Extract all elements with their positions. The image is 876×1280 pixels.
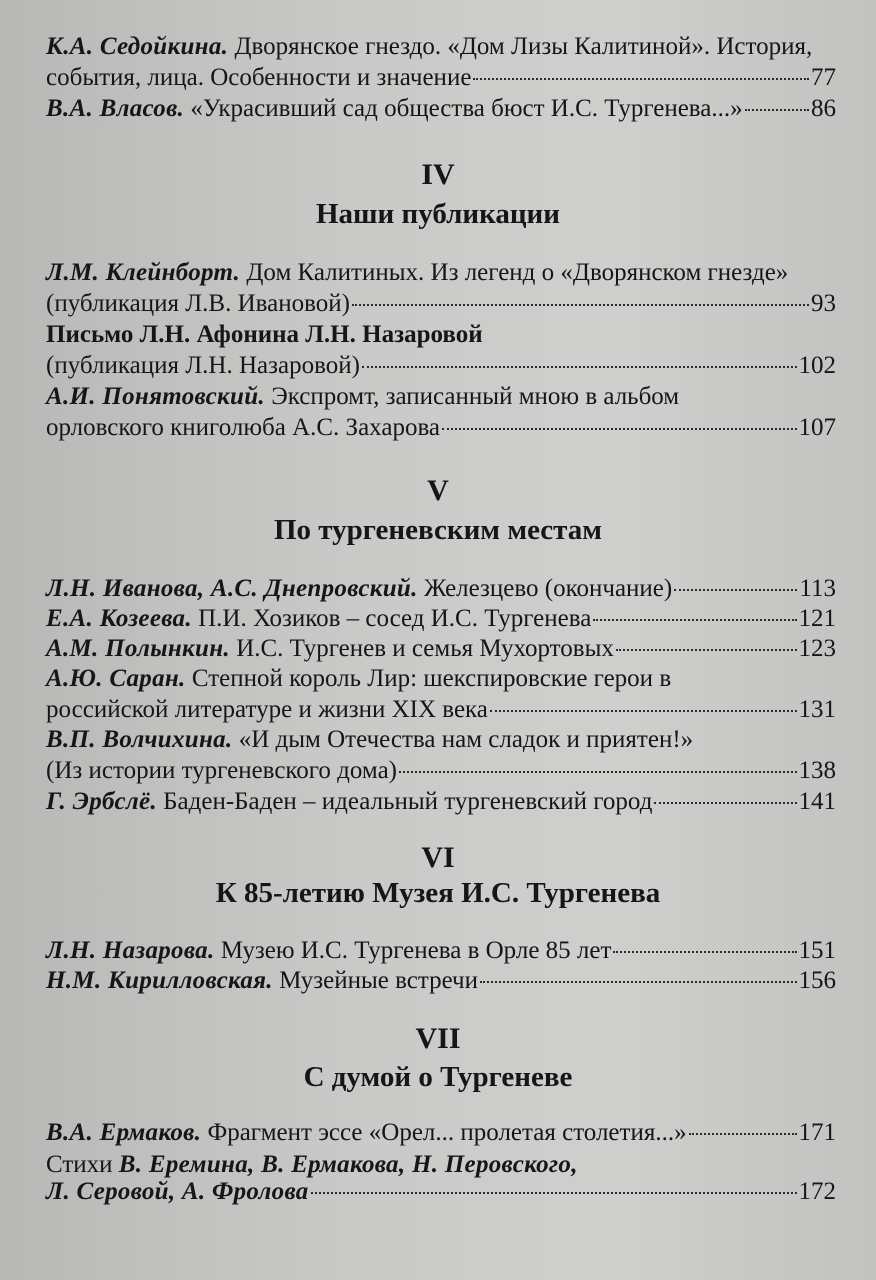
toc-entry-line	[46, 413, 836, 443]
dot-leader	[654, 801, 796, 804]
entry-title: Экспромт, записанный мною в альбом	[264, 383, 680, 410]
dot-leader	[490, 709, 797, 712]
entry-title: «И дым Отечества нам сладок и приятен!»	[232, 726, 694, 753]
toc-entry	[46, 258, 836, 288]
section-numeral: IV	[421, 158, 455, 191]
page-number: 156	[798, 967, 836, 994]
section-numeral: VII	[415, 1022, 461, 1055]
page-number: 141	[798, 788, 836, 815]
entry-author: В.А. Власов.	[46, 95, 185, 122]
entry-title: российской литературе и жизни XIX века	[46, 696, 488, 723]
entry-title: орловского книголюба А.С. Захарова	[46, 414, 441, 441]
toc-entry-line	[46, 351, 836, 381]
toc-entry	[46, 94, 836, 124]
entry-author: В. Еремина, В. Ермакова, Н. Перовского,	[118, 1151, 578, 1178]
page-number: 77	[811, 64, 836, 91]
toc-entry	[46, 1118, 836, 1148]
toc-entry	[46, 634, 836, 664]
entry-title: «Украсивший сад общества бюст И.С. Тургенева...»	[184, 95, 743, 122]
entry-title: Письмо Л.Н. Афонина Л.Н. Назаровой	[46, 321, 483, 348]
page-number: 93	[811, 290, 836, 317]
toc-entry	[46, 664, 836, 694]
dot-leader	[613, 950, 796, 953]
page-number: 172	[798, 1178, 836, 1205]
toc-entry	[46, 574, 836, 604]
entry-title: Музею И.С. Тургенева в Орле 85 лет	[214, 937, 612, 964]
entry-author: Л.Н. Иванова, А.С. Днепровский.	[46, 575, 418, 602]
dot-leader	[442, 427, 796, 430]
entry-title: Стихи	[46, 1151, 119, 1178]
entry-author: К.А. Седойкина.	[46, 33, 229, 60]
entry-title: Баден-Баден – идеальный тургеневский город	[156, 788, 653, 815]
section-numeral: V	[427, 474, 449, 507]
dot-leader	[616, 648, 797, 651]
page-number: 102	[798, 352, 836, 379]
page-number: 86	[811, 95, 836, 122]
entry-title: Дом Калитиных. Из легенд о «Дворянском гнезде»	[240, 259, 789, 286]
section-title: К 85-летию Музея И.С. Тургенева	[215, 877, 661, 909]
dot-leader	[362, 365, 797, 368]
entry-title: события, лица. Особенности и значение	[46, 64, 472, 91]
dot-leader	[674, 588, 797, 591]
entry-title: Железцево (окончание)	[417, 575, 673, 602]
dot-leader	[689, 1132, 797, 1135]
entry-author: Е.А. Козеева.	[46, 605, 192, 632]
entry-author: А.М. Полынкин.	[46, 635, 230, 662]
dot-leader	[311, 1191, 797, 1194]
entry-title: Музейные встречи	[272, 967, 479, 994]
entry-author: Л.Н. Назарова.	[46, 937, 215, 964]
toc-entry	[46, 966, 836, 996]
entry-author: Л.М. Клейнборт.	[46, 259, 241, 286]
page-number: 131	[798, 696, 836, 723]
dot-leader	[480, 980, 796, 983]
entry-title: (Из истории тургеневского дома)	[46, 757, 398, 784]
toc-entry-line	[46, 289, 836, 319]
section-title: Наши публикации	[316, 198, 560, 230]
section-title: С думой о Тургеневе	[303, 1061, 573, 1093]
toc-entry-line	[46, 695, 836, 725]
entry-title: Фрагмент эссе «Орел... пролетая столетия...»	[201, 1119, 687, 1146]
page-number: 113	[799, 575, 836, 602]
page-number: 171	[798, 1119, 836, 1146]
entry-title: И.С. Тургенев и семья Мухортовых	[229, 635, 614, 662]
page-number: 138	[798, 757, 836, 784]
dot-leader	[352, 303, 809, 306]
toc-entry	[46, 1150, 836, 1180]
section-title: По тургеневским местам	[273, 514, 603, 546]
toc-entry-line	[46, 63, 836, 93]
toc-entry	[46, 320, 836, 350]
page-number: 123	[798, 635, 836, 662]
entry-author: В.А. Ермаков.	[46, 1119, 202, 1146]
toc-entry	[46, 32, 836, 62]
section-numeral: VI	[421, 841, 455, 874]
entry-author: Г. Эрбслё.	[46, 788, 157, 815]
page-number: 151	[798, 937, 836, 964]
dot-leader	[473, 77, 809, 80]
entry-title: (публикация Л.В. Ивановой)	[46, 290, 350, 317]
toc-entry	[46, 936, 836, 966]
dot-leader	[593, 618, 796, 621]
toc-entry	[46, 604, 836, 634]
entry-title: Дворянское гнездо. «Дом Лизы Калитиной». История,	[228, 33, 813, 60]
toc-entry-line	[46, 756, 836, 786]
page-number: 121	[798, 605, 836, 632]
entry-title: П.И. Хозиков – сосед И.С. Тургенева	[191, 605, 592, 632]
entry-author: Л. Серовой, А. Фролова	[46, 1178, 309, 1205]
entry-author: В.П. Волчихина.	[46, 726, 233, 753]
toc-entry-line	[46, 1177, 836, 1207]
dot-leader	[399, 770, 796, 773]
dot-leader	[745, 108, 809, 111]
entry-title: (публикация Л.Н. Назаровой)	[46, 352, 360, 379]
toc-entry	[46, 787, 836, 817]
entry-author: А.Ю. Саран.	[46, 665, 186, 692]
entry-author: А.И. Понятовский.	[46, 383, 265, 410]
entry-title: Степной король Лир: шекспировские герои в	[185, 665, 672, 692]
toc-entry	[46, 725, 836, 755]
page-number: 107	[798, 414, 836, 441]
toc-entry	[46, 382, 836, 412]
entry-author: Н.М. Кирилловская.	[46, 967, 273, 994]
